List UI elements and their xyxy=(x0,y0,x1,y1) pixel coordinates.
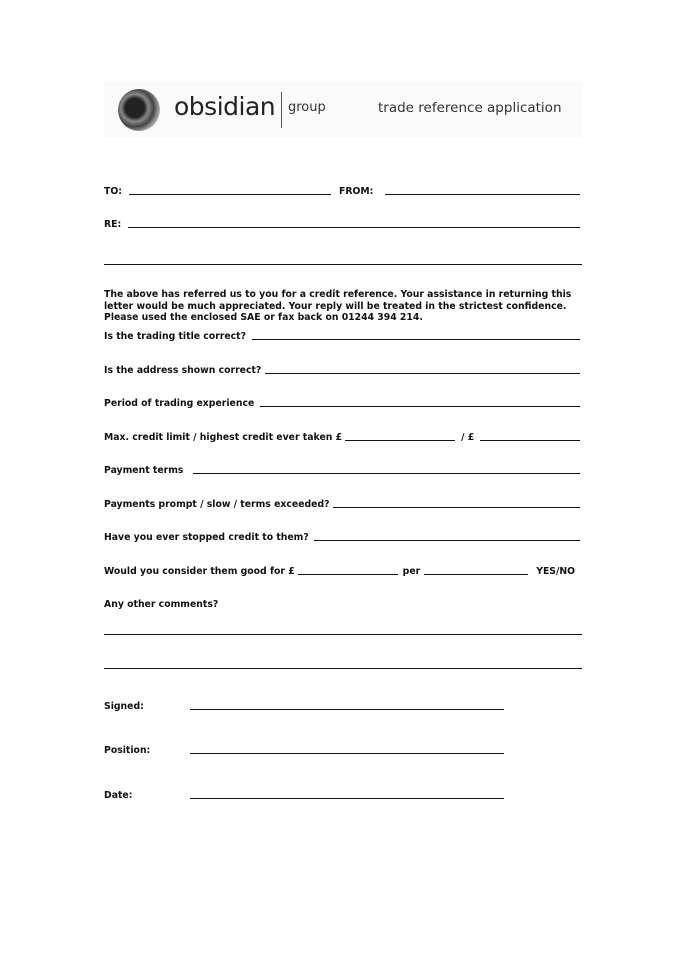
payments-prompt-label: Payments prompt / slow / terms exceeded? xyxy=(104,499,330,510)
payment-terms-label: Payment terms xyxy=(104,465,184,476)
to-from-row xyxy=(104,186,580,197)
credit-limit-row xyxy=(104,432,580,443)
period-row xyxy=(104,398,580,409)
signed-label: Signed: xyxy=(104,701,144,712)
comments-row xyxy=(104,599,580,610)
re-row xyxy=(104,219,580,230)
signed-row xyxy=(104,701,504,712)
comments-line-2[interactable] xyxy=(104,668,582,669)
position-label: Position: xyxy=(104,745,151,756)
intro-paragraph: The above has referred us to you for a credit reference. Your assistance in returning this letter would be much appreciated. Your reply will be treated in the strictest confidence. Please used the enclosed SAE or fax back on 01244 394 214. xyxy=(104,289,572,323)
highest-credit-field[interactable] xyxy=(480,439,580,441)
position-row xyxy=(104,745,504,756)
comments-label: Any other comments? xyxy=(104,599,219,610)
good-for-label: Would you consider them good for £ xyxy=(104,566,295,577)
to-field[interactable] xyxy=(129,193,331,195)
stopped-credit-field[interactable] xyxy=(314,539,580,541)
brand-name: obsidian xyxy=(174,92,276,121)
good-for-row xyxy=(104,566,580,577)
address-row xyxy=(104,365,580,376)
date-label: Date: xyxy=(104,790,133,801)
date-row xyxy=(104,790,504,801)
payment-terms-row xyxy=(104,465,580,476)
from-field[interactable] xyxy=(385,193,580,195)
per-label: per xyxy=(402,566,421,577)
stopped-credit-row xyxy=(104,532,580,543)
credit-sep-label: / £ xyxy=(461,432,475,443)
obsidian-logo-icon xyxy=(118,89,160,131)
credit-limit-field[interactable] xyxy=(345,439,455,441)
period-field[interactable] xyxy=(260,405,580,407)
re-label: RE: xyxy=(104,219,122,230)
trading-title-row xyxy=(104,331,580,342)
address-field[interactable] xyxy=(265,372,580,374)
trading-title-label: Is the trading title correct? xyxy=(104,331,247,342)
brand-group: group xyxy=(288,100,326,115)
stopped-credit-label: Have you ever stopped credit to them? xyxy=(104,532,309,543)
payment-terms-field[interactable] xyxy=(193,472,580,474)
trading-title-field[interactable] xyxy=(252,338,580,340)
form-title: trade reference application xyxy=(378,100,562,116)
payments-prompt-row xyxy=(104,499,580,510)
date-field[interactable] xyxy=(190,797,504,799)
re-field[interactable] xyxy=(128,226,580,228)
divider xyxy=(281,92,282,128)
header-banner xyxy=(104,82,582,137)
address-label: Is the address shown correct? xyxy=(104,365,262,376)
payments-prompt-field[interactable] xyxy=(333,506,580,508)
position-field[interactable] xyxy=(190,752,504,754)
yes-no-label: YES/NO xyxy=(536,566,576,577)
comments-line-1[interactable] xyxy=(104,634,582,635)
from-label: FROM: xyxy=(338,186,374,197)
good-for-amount-field[interactable] xyxy=(298,573,398,575)
signed-field[interactable] xyxy=(190,708,504,710)
credit-limit-label: Max. credit limit / highest credit ever taken £ xyxy=(104,432,343,443)
per-period-field[interactable] xyxy=(424,573,528,575)
period-label: Period of trading experience xyxy=(104,398,255,409)
to-label: TO: xyxy=(104,186,122,197)
re-continuation-line[interactable] xyxy=(104,264,582,265)
